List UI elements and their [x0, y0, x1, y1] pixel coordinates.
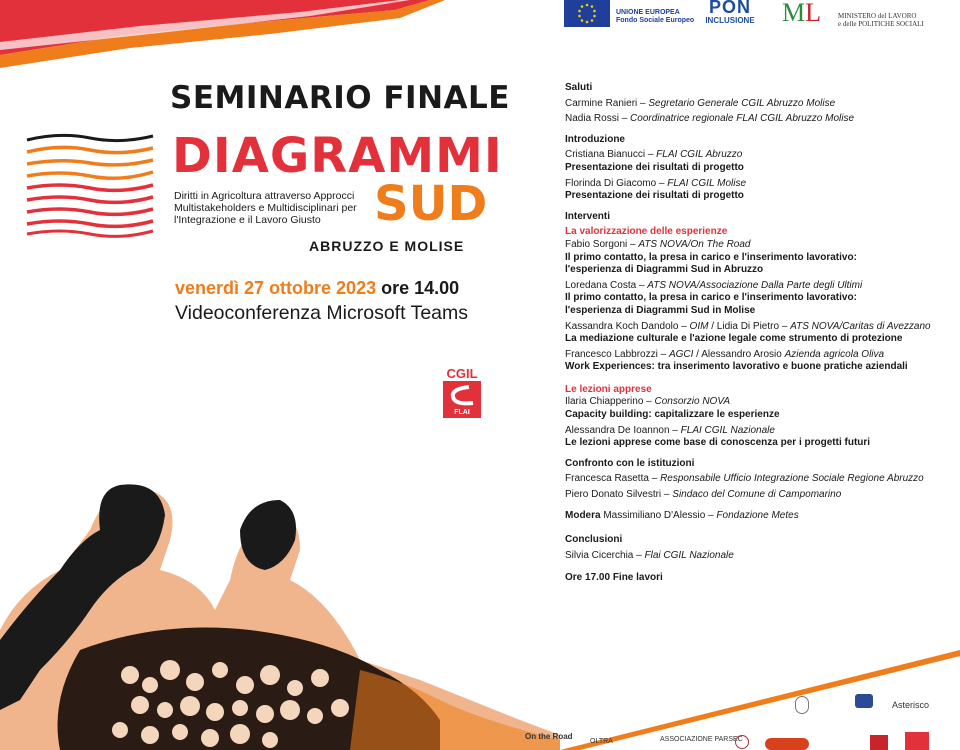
- speaker-role: Flai CGIL Nazionale: [644, 549, 734, 561]
- program-entry: [565, 239, 955, 252]
- dash: –: [705, 509, 717, 521]
- eu-label-line-2: Fondo Sociale Europeo: [616, 17, 695, 24]
- dash: –: [618, 113, 631, 125]
- dash: –: [656, 177, 668, 189]
- speaker-name: Francesca Rasetta: [565, 473, 649, 485]
- subsection-lezioni: Le lezioni apprese: [565, 383, 652, 395]
- talk-topic: l'esperienza di Diagrammi Sud in Abruzzo: [565, 264, 764, 276]
- speaker-role: Sindaco del Comune di Campomarino: [672, 489, 842, 501]
- talk-topic: Capacity building: capitalizzare le esperienze: [565, 409, 780, 421]
- talk-topic: La mediazione culturale e l'azione legale come strumento di protezione: [565, 333, 903, 345]
- end-time: Ore 17.00 Fine lavori: [565, 572, 663, 584]
- dash: –: [661, 489, 673, 501]
- event-date: venerdì 27 ottobre 2023: [175, 278, 377, 298]
- speaker-role: AGCI: [668, 348, 694, 360]
- talk-topic: Presentazione dei risultati di progetto: [565, 190, 744, 202]
- speaker-name: Nadia Rossi: [565, 113, 619, 125]
- speaker-role: ATS NOVA/On The Road: [638, 238, 751, 250]
- seminar-title: SEMINARIO FINALE: [170, 80, 510, 116]
- speaker-role: OIM: [689, 320, 709, 332]
- partner-logo-badge-4: [870, 735, 888, 750]
- partner-logo-badge-3: [905, 732, 929, 750]
- speaker-role: Coordinatrice regionale FLAI CGIL Abruzzo Molise: [630, 113, 855, 125]
- program-entry: Francesco Labbrozzi – AGCI / Alessandro Arosio Azienda agricola Oliva: [565, 348, 885, 360]
- speaker-name: Piero Donato Silvestri: [565, 489, 662, 501]
- partner-logo-badge-1: [795, 696, 809, 714]
- on-the-road-logo: On the Road: [525, 732, 573, 741]
- program-entry: [565, 98, 955, 111]
- speaker-role: Fondazione Metes: [716, 509, 799, 521]
- talk-topic: Work Experiences: tra inserimento lavorativo e buone pratiche aziendali: [565, 361, 908, 373]
- dash: –: [636, 279, 648, 291]
- eu-label: [616, 9, 694, 25]
- speaker-role: Azienda agricola Oliva: [784, 348, 885, 360]
- speaker-name: Francesco Labbrozzi: [565, 348, 658, 360]
- program-entry: [565, 473, 955, 486]
- ministry-label-line-2: e delle POLITICHE SOCIALI: [838, 20, 924, 28]
- speaker-name: Lidia Di Pietro: [716, 320, 780, 332]
- speaker-name: Silvia Cicerchia: [565, 549, 634, 561]
- program-entry: [565, 425, 955, 438]
- cgil-logo-text: CGIL: [443, 366, 481, 381]
- speaker-name: Ilaria Chiapperino: [565, 396, 644, 408]
- dash: –: [645, 149, 657, 161]
- speaker-name: Fabio Sorgoni: [565, 238, 628, 250]
- parsec-logo: ASSOCIAZIONE PARSEC: [660, 736, 743, 743]
- program-entry: [565, 550, 955, 563]
- section-introduzione-heading: Introduzione: [565, 133, 625, 145]
- event-venue: Videoconferenza Microsoft Teams: [175, 302, 469, 324]
- partner-logo-badge-2: [855, 694, 873, 708]
- partner-logos-top: [560, 0, 960, 32]
- ministry-label-line-1: MINISTERO del LAVORO: [838, 12, 917, 20]
- program-entry: [565, 280, 955, 293]
- dash: –: [678, 320, 690, 332]
- speaker-role: ATS NOVA/Associazione Dalla Parte degli Ultimi: [647, 279, 863, 291]
- dash: –: [657, 348, 669, 360]
- program-entry: [565, 396, 955, 409]
- talk-topic: l'esperienza di Diagrammi Sud in Molise: [565, 304, 756, 316]
- pon-logo-main: PON: [708, 0, 751, 17]
- talk-topic: Le lezioni apprese come base di conoscenza per i progetti futuri: [565, 437, 871, 449]
- ministry-emblem-icon: ML: [782, 0, 822, 27]
- program-entry: Kassandra Koch Dandolo – OIM / Lidia Di Pietro – ATS NOVA/Caritas di Avezzano: [565, 320, 931, 332]
- partner-logo-badge-6: [765, 738, 809, 750]
- pon-logo-sub: INCLUSIONE: [705, 16, 755, 25]
- dash: –: [633, 549, 645, 561]
- eu-flag-icon: [564, 0, 610, 27]
- program-entry: [565, 178, 955, 191]
- section-saluti-heading: Saluti: [565, 82, 593, 93]
- region-label: ABRUZZO E MOLISE: [309, 238, 465, 254]
- speaker-role: FLAI CGIL Abruzzo: [656, 149, 743, 161]
- talk-topic: Il primo contatto, la presa in carico e l'inserimento lavorativo:: [565, 251, 857, 263]
- project-brand-second: SUD: [374, 176, 488, 232]
- event-date-time: [175, 278, 459, 299]
- speaker-name: Carmine Ranieri: [565, 97, 638, 109]
- top-brush-stripes: [0, 0, 500, 70]
- dash: –: [637, 97, 649, 109]
- program-entry: [565, 149, 955, 162]
- talk-topic: Il primo contatto, la presa in carico e l'inserimento lavorativo:: [565, 292, 857, 304]
- partner-logo-badge-5: [735, 735, 749, 749]
- moderator-label: Modera: [565, 509, 601, 521]
- speaker-name: Massimiliano D'Alessio: [603, 509, 706, 521]
- speaker-name: Kassandra Koch Dandolo: [565, 320, 679, 332]
- dash: –: [779, 320, 791, 332]
- dash: –: [627, 238, 639, 250]
- speaker-role: Responsabile Ufficio Integrazione Sociale Regione Abruzzo: [660, 473, 924, 485]
- speaker-name: Loredana Costa: [565, 279, 637, 291]
- dash: –: [643, 396, 655, 408]
- program-entry: [565, 489, 955, 502]
- speaker-role: Consorzio NOVA: [654, 396, 731, 408]
- project-subtitle: Diritti in Agricoltura attraverso Approcci Multistakeholders e Multidisciplinari per l'Integrazione e il Lavoro Giusto: [174, 190, 357, 226]
- flai-logo-text: FLAI: [454, 409, 470, 416]
- eu-label-line-1: UNIONE EUROPEA: [616, 9, 680, 16]
- subsection-valorizzazione: La valorizzazione delle esperienze: [565, 226, 728, 238]
- speaker-name: Cristiana Bianucci: [565, 149, 646, 161]
- speaker-role: Segretario Generale CGIL Abruzzo Molise: [648, 97, 836, 109]
- section-conclusioni-heading: Conclusioni: [565, 534, 623, 546]
- pon-logo: [694, 0, 766, 25]
- speaker-role: FLAI CGIL Molise: [667, 177, 747, 189]
- section-interventi-heading: Interventi: [565, 210, 611, 222]
- project-brand: DIAGRAMMI: [172, 128, 503, 184]
- moderator-entry: [565, 510, 955, 523]
- oltra-logo: OLTRA: [590, 738, 613, 745]
- wave-lines-logo-icon: [25, 130, 155, 240]
- speaker-name: Alessandro Arosio: [701, 348, 782, 360]
- program-list: [565, 82, 955, 585]
- talk-topic: Presentazione dei risultati di progetto: [565, 161, 744, 173]
- speaker-role: ATS NOVA/Caritas di Avezzano: [790, 320, 931, 332]
- event-time: ore 14.00: [381, 278, 460, 298]
- speaker-role: FLAI CGIL Nazionale: [680, 424, 775, 436]
- speaker-name: Florinda Di Giacomo: [565, 177, 657, 189]
- asterisco-logo: Asterisco: [892, 700, 930, 710]
- dash: –: [669, 424, 681, 436]
- speaker-name: Alessandra De Ioannon: [565, 424, 670, 436]
- dash: –: [648, 473, 661, 485]
- cgil-swoosh-icon: [443, 383, 481, 409]
- section-confronto-heading: Confronto con le istituzioni: [565, 457, 695, 469]
- ministry-label: [838, 12, 924, 28]
- cgil-flai-logo: [443, 366, 481, 418]
- bottom-orange-band: [0, 640, 960, 750]
- program-entry: [565, 113, 955, 126]
